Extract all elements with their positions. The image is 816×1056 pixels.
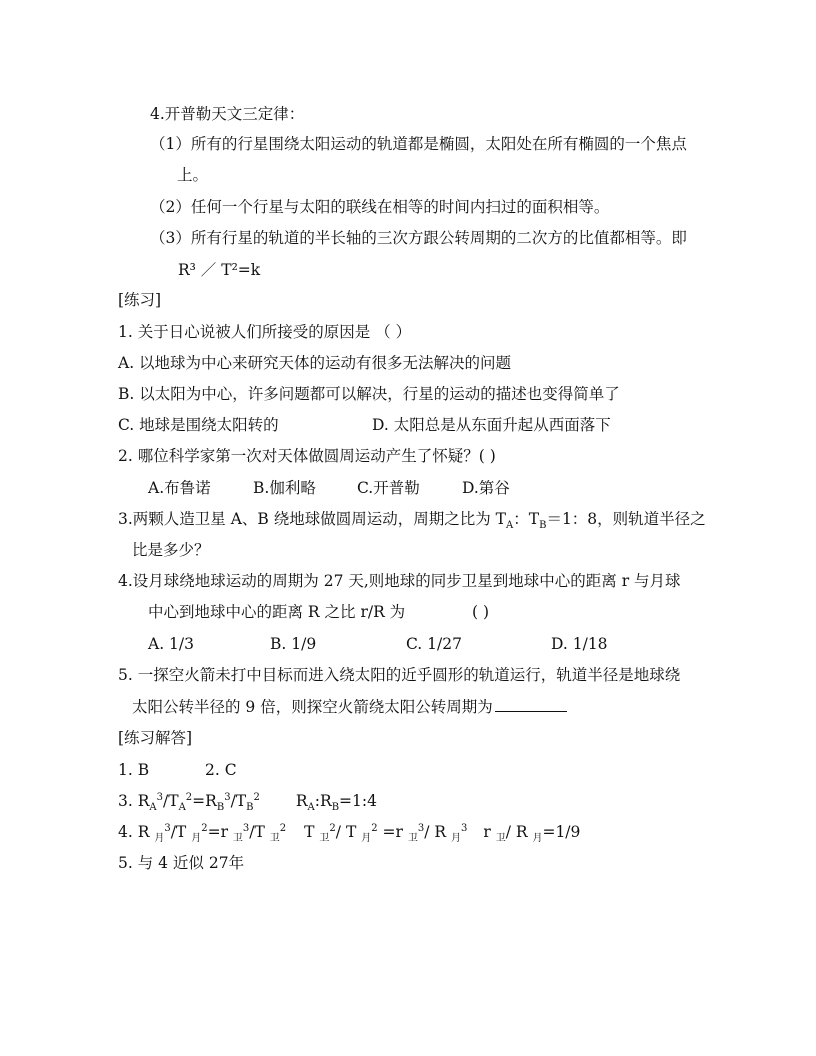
- kepler-formula: R³ ／ T²=k: [178, 261, 261, 279]
- q1-stem: 1. 关于日心说被人们所接受的原因是 （ ）: [118, 323, 412, 341]
- answers-heading: [练习解答]: [118, 729, 193, 747]
- q3-stem: [118, 509, 706, 532]
- kepler-title: 4.开普勒天文三定律：: [150, 105, 305, 123]
- q1-option-d: D. 太阳总是从东面升起从西面落下: [372, 416, 611, 434]
- q3-sub-a: A: [506, 520, 514, 532]
- q3-stem-b: 比是多少？: [132, 541, 210, 559]
- kepler-law-3: （3）所有行星的轨道的半长轴的三次方跟公转周期的二次方的比值都相等。即: [150, 229, 687, 247]
- q5-answer-blank[interactable]: [495, 697, 567, 712]
- q5-stem-b-text: 太阳公转半径的 9 倍，则探空火箭绕太阳公转周期为: [132, 698, 493, 716]
- q4-stem-a: 4.设月球绕地球运动的周期为 27 天,则地球的同步卫星到地球中心的距离 r 与月球: [118, 572, 681, 590]
- q4-option-d: D. 1/18: [551, 635, 608, 653]
- answer-3: 3. $R_A^3/T_A^2=R_B^3/T_B^2$ $R_A:R_B=1:4$: [118, 791, 377, 814]
- q1-option-a: A. 以地球为中心来研究天体的运动有很多无法解决的问题: [118, 354, 512, 372]
- q4-option-b: B. 1/9: [270, 635, 317, 653]
- answer-4: 4. R $_月^3$/T $_月^2$=r $_卫^3$/T $_卫^2$ T $_卫^2$/ T $_月^2$ =r $_卫^3$/ R $_月^3$ r $_卫$/ R $_月$=1/9: [118, 822, 581, 845]
- q2-option-b: B.伽利略: [253, 479, 316, 497]
- q1-option-b: B. 以太阳为中心，许多问题都可以解决，行星的运动的描述也变得简单了: [118, 385, 620, 403]
- q2-stem: 2. 哪位科学家第一次对天体做圆周运动产生了怀疑？( ): [118, 447, 496, 465]
- kepler-law-1a: （1）所有的行星围绕太阳运动的轨道都是椭圆，太阳处在所有椭圆的一个焦点: [150, 135, 687, 153]
- answer-3-prefix: 3.: [118, 792, 138, 810]
- q2-option-a: A.布鲁诺: [148, 479, 211, 497]
- q5-stem-a: 5. 一探空火箭未打中目标而进入绕太阳的近乎圆形的轨道运行，轨道半径是地球绕: [118, 666, 681, 684]
- q4-paren: ( ): [472, 603, 490, 621]
- q2-option-d: D.第谷: [462, 479, 510, 497]
- q5-stem-b: [132, 697, 567, 717]
- answer-4-prefix: 4.: [118, 823, 138, 841]
- answer-1: 1. B: [118, 761, 150, 779]
- q4-option-a: A. 1/3: [148, 635, 194, 653]
- q4-option-c: C. 1/27: [406, 635, 462, 653]
- q1-option-c: C. 地球是围绕太阳转的: [118, 416, 279, 434]
- q4-stem-b: 中心到地球中心的距离 R 之比 r/R 为: [148, 603, 406, 621]
- q3-stem-text: 3.两颗人造卫星 A、B 绕地球做圆周运动，周期之比为 T: [118, 510, 506, 528]
- practice-heading: [练习]: [118, 291, 162, 309]
- kepler-law-2: （2）任何一个行星与太阳的联线在相等的时间内扫过的面积相等。: [150, 198, 610, 216]
- q3-sub-b: B: [539, 520, 547, 532]
- q3-stem-end: ＝1：8，则轨道半径之: [546, 510, 706, 528]
- q2-option-c: C.开普勒: [357, 479, 420, 497]
- answer-5: 5. 与 4 近似 27年: [118, 854, 245, 872]
- kepler-law-1b: 上。: [177, 166, 209, 184]
- q3-mid: ：T: [513, 510, 540, 528]
- answer-2: 2. C: [205, 761, 237, 779]
